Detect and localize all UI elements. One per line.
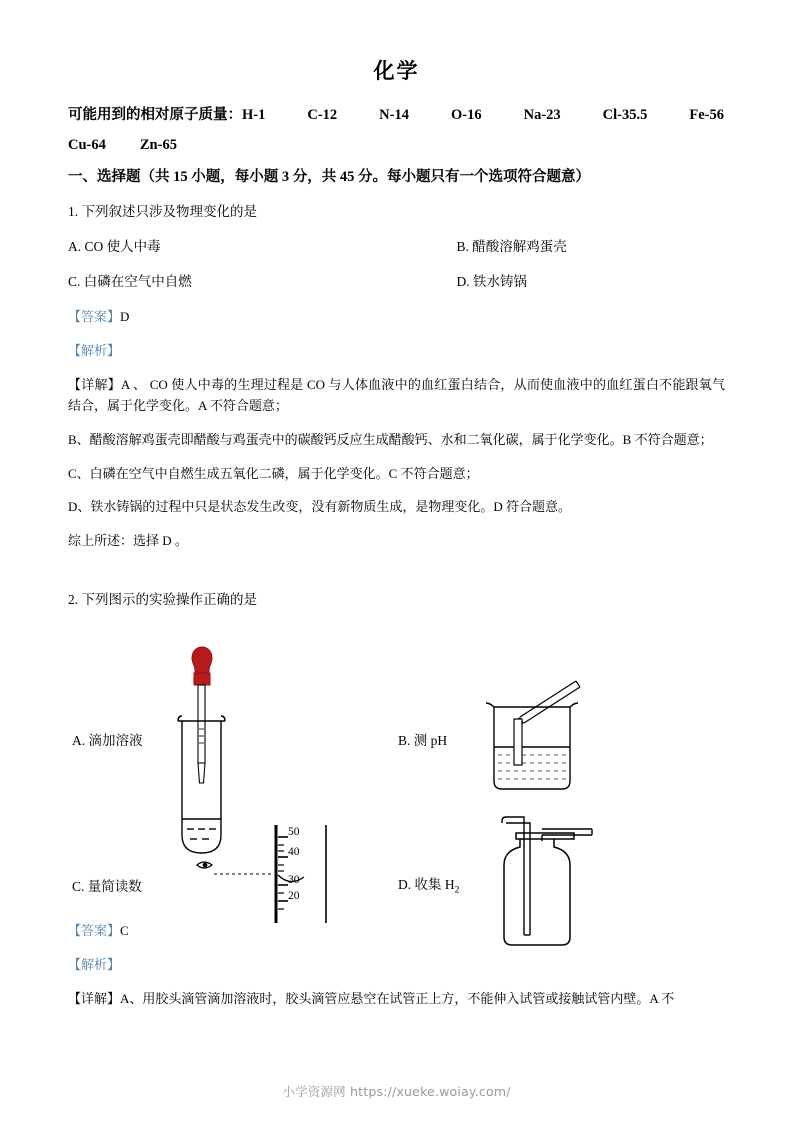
question-1-options-row-1	[68, 237, 725, 258]
option-d-text: D. 收集 H	[398, 876, 455, 892]
question-2-figures	[68, 617, 725, 917]
question-2-stem: 2. 下列图示的实验操作正确的是	[68, 591, 257, 607]
question-1-option-d[interactable]: D. 铁水铸锅	[456, 273, 527, 289]
atomic-mass-na: Na-23	[523, 107, 561, 124]
cylinder-tick-20: 20	[288, 889, 300, 902]
question-2-option-a-label[interactable]: A. 滴加溶液	[72, 732, 143, 748]
question-1-option-a[interactable]: A. CO 使人中毒	[68, 239, 161, 254]
eye-icon	[196, 857, 214, 878]
graduated-cylinder-icon	[264, 823, 340, 932]
cylinder-tick-40: 40	[288, 845, 300, 858]
answer-tag: 【答案】	[68, 922, 121, 938]
test-tube-with-dropper-icon	[156, 643, 252, 868]
question-2-detail-a: 【详解】A、用胶头滴管滴加溶液时，胶头滴管应悬空在试管正上方，不能伸入试管或接触试管内壁。A 不	[68, 991, 675, 1007]
question-2-answer	[68, 921, 725, 941]
gas-collecting-bottle-icon	[476, 811, 606, 956]
cylinder-tick-30: 30	[288, 873, 300, 886]
atomic-mass-h: H-1	[242, 107, 266, 124]
question-1-stem: 1. 下列叙述只涉及物理变化的是	[68, 204, 257, 220]
atomic-mass-line-2	[68, 135, 725, 156]
question-1-options-row-2	[68, 272, 725, 293]
atomic-mass-prefix: 可能用到的相对原子质量：	[68, 107, 242, 124]
question-1-answer	[68, 307, 725, 327]
section-heading-multiple-choice: 一、选择题（共 15 小题，每小题 3 分，共 45 分。每小题只有一个选项符合题意）	[68, 169, 590, 186]
atomic-mass-c: C-12	[307, 107, 338, 124]
answer-tag: 【答案】	[68, 308, 121, 324]
atomic-mass-cl: Cl-35.5	[602, 107, 648, 124]
atomic-mass-fe: Fe-56	[689, 107, 724, 124]
question-1-option-b[interactable]: B. 醋酸溶解鸡蛋壳	[456, 239, 567, 254]
beaker-with-rod-icon	[468, 675, 608, 810]
question-1-detail-c: C、白磷在空气中自燃生成五氧化二磷，属于化学变化。C 不符合题意；	[68, 465, 479, 481]
question-1-detail-d: D、铁水铸锅的过程中只是状态发生改变，没有新物质生成，是物理变化。D 符合题意。	[68, 499, 572, 515]
question-2-analysis-tag	[68, 955, 725, 975]
atomic-mass-line-1	[68, 105, 725, 126]
question-2-option-c-label[interactable]: C. 量简读数	[72, 878, 142, 894]
answer-value: D	[120, 308, 130, 324]
atomic-mass-o: O-16	[450, 107, 482, 124]
question-1-analysis-tag	[68, 341, 725, 361]
analysis-tag: 【解析】	[68, 342, 121, 358]
cylinder-tick-50: 50	[288, 825, 300, 838]
atomic-mass-zn: Zn-65	[139, 137, 177, 154]
answer-value: C	[120, 922, 129, 938]
question-1-detail-b: B、醋酸溶解鸡蛋壳即醋酸与鸡蛋壳中的碳酸钙反应生成醋酸钙、水和二氧化碳，属于化学变化。B 不符合题意；	[68, 431, 713, 447]
question-1-detail-summary: 综上所述：选择 D 。	[68, 533, 188, 549]
question-2-option-b-label[interactable]: B. 测 pH	[398, 732, 448, 748]
question-1-option-c[interactable]: C. 白磷在空气中自燃	[68, 273, 192, 289]
page-title: 化学	[373, 59, 420, 83]
analysis-tag: 【解析】	[68, 956, 121, 972]
question-1-detail-a: 【详解】A 、 CO 使人中毒的生理过程是 CO 与人体血液中的血红蛋白结合，从而使血液中的血红蛋白不能跟氧气结合，属于化学变化。A 不符合题意；	[68, 377, 725, 413]
footer-watermark: 小学资源网 https://xueke.woiay.com/	[282, 1084, 511, 1099]
option-d-subscript: 2	[454, 884, 460, 896]
atomic-mass-cu: Cu-64	[68, 137, 106, 154]
atomic-mass-n: N-14	[379, 107, 409, 124]
question-2-option-d-label[interactable]	[398, 873, 459, 896]
